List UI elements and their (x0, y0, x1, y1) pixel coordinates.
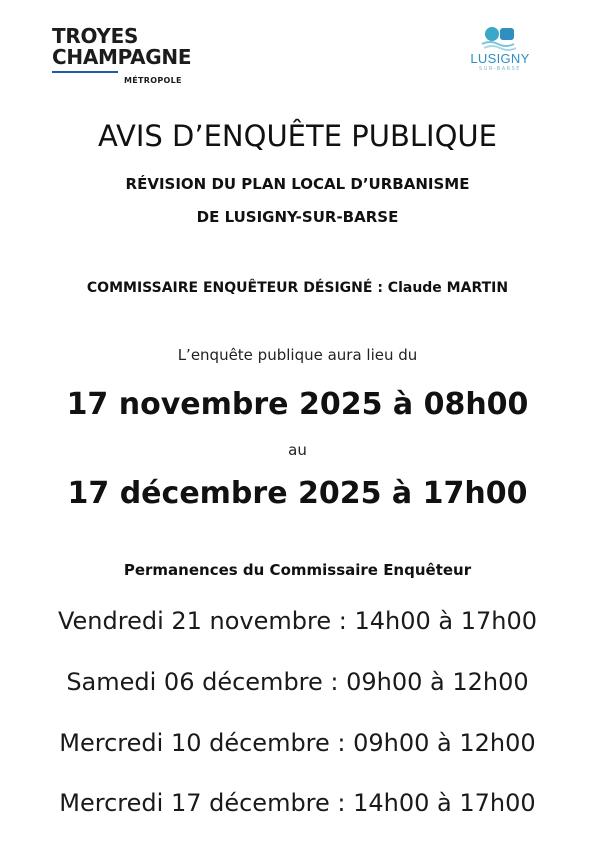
page-title: AVIS D’ENQUÊTE PUBLIQUE (98, 119, 497, 153)
permanence-item: Mercredi 17 décembre : 14h00 à 17h00 (59, 789, 536, 817)
au-text: au (288, 441, 307, 459)
logo-underline (52, 71, 118, 73)
permanence-item: Samedi 06 décembre : 09h00 à 12h00 (66, 668, 529, 696)
lusigny-logo-subname: SUR-BARSE (479, 66, 521, 72)
permanence-item: Vendredi 21 novembre : 14h00 à 17h00 (57, 607, 538, 635)
logo-line-troyes: TROYES (52, 24, 139, 48)
intro-text: L’enquête publique aura lieu du (177, 346, 418, 364)
logo-line-champagne: CHAMPAGNE (52, 45, 192, 69)
permanences-title: Permanences du Commissaire Enquêteur (123, 561, 472, 579)
lusigny-logo-name: LUSIGNY (470, 51, 530, 66)
lusigny-logo (455, 24, 545, 72)
logo-line-metropole: MÉTROPOLE (124, 76, 182, 85)
permanence-item: Mercredi 10 décembre : 09h00 à 12h00 (59, 729, 536, 757)
subtitle-line-2: DE LUSIGNY-SUR-BARSE (196, 208, 399, 226)
commissaire-enqueteur: COMMISSAIRE ENQUÊTEUR DÉSIGNÉ : Claude MARTIN (86, 280, 509, 296)
subtitle-line-1: RÉVISION DU PLAN LOCAL D’URBANISME (125, 175, 470, 193)
lusigny-emblem-icon (480, 24, 520, 52)
end-date: 17 décembre 2025 à 17h00 (67, 476, 528, 511)
troyes-champagne-metropole-logo (52, 24, 192, 85)
start-date: 17 novembre 2025 à 08h00 (66, 387, 529, 422)
